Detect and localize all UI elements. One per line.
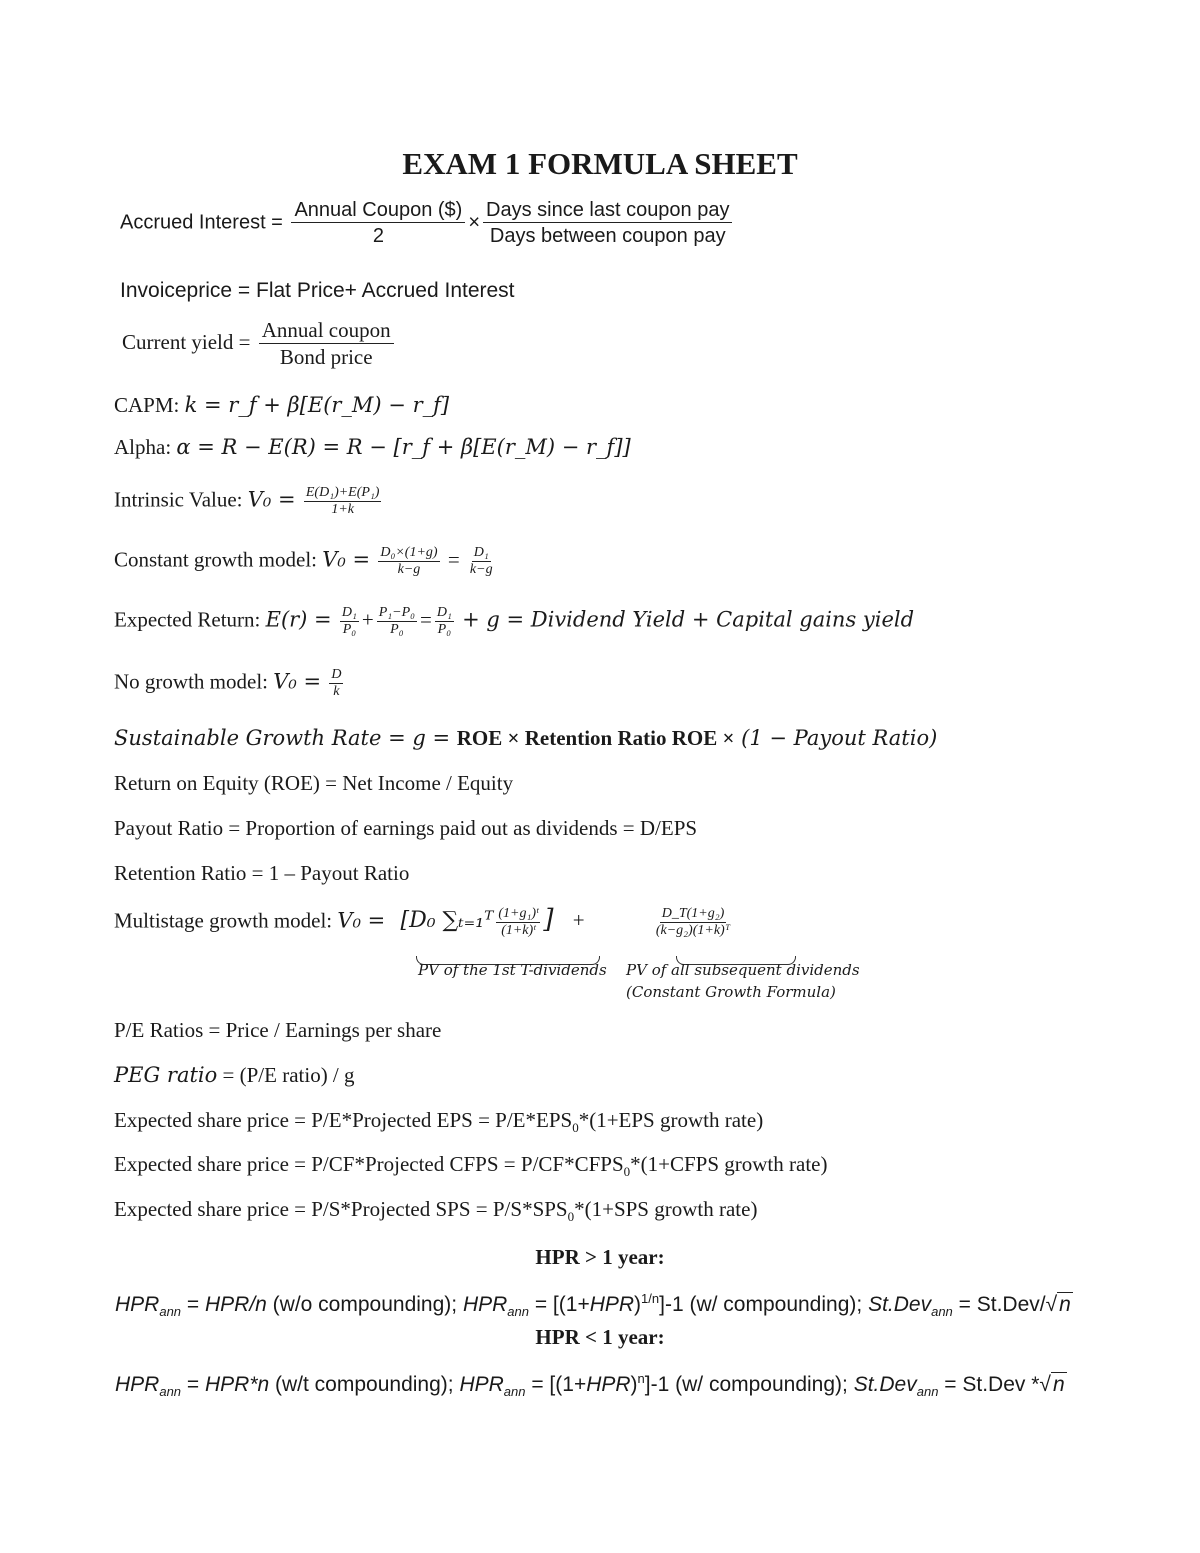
alpha-expression: α = R − E(R) = R − [r_f + β[E(r_M) − r_f]]: [176, 435, 631, 459]
share2-sub: 0: [623, 1164, 631, 1180]
ms-close: ]: [543, 904, 554, 935]
page-title: EXAM 1 FORMULA SHEET: [402, 146, 798, 181]
retention-formula: Retention Ratio = 1 – Payout Ratio: [114, 861, 410, 885]
no-growth-num: D: [331, 667, 342, 682]
er-tail: + g = Dividend Yield + Capital gains yield: [462, 607, 915, 632]
hpr-gt-a2: =: [181, 1293, 205, 1316]
payout-formula: Payout Ratio = Proportion of earnings paid out as dividends = D/EPS: [114, 816, 698, 840]
current-yield-formula: [122, 320, 397, 368]
sgr-part3: ROE × Retention Ratio ROE ×: [456, 726, 735, 750]
constant-growth-formula: [114, 545, 498, 578]
alpha-formula: [114, 437, 631, 458]
ms-label: Multistage growth model:: [114, 908, 333, 933]
er-plus: +: [361, 607, 374, 632]
capm-formula: [114, 395, 449, 416]
hpr-lt-c1: St.Dev: [853, 1373, 917, 1396]
constant-growth-label: Constant growth model:: [114, 547, 317, 572]
capm-expression: k = r_f + β[E(r_M) − r_f]: [184, 393, 450, 417]
accrued-interest-formula: [120, 200, 735, 246]
constant-growth-lhs: V₀ =: [322, 547, 371, 572]
current-yield-den: Bond price: [279, 345, 373, 369]
current-yield-lhs: Current yield =: [122, 329, 251, 354]
share2-post: *(1+CFPS growth rate): [630, 1152, 828, 1176]
hpr-lt-b1: HPR: [459, 1373, 504, 1396]
invoice-price-formula: Invoiceprice = Flat Price+ Accrued Interest: [120, 279, 515, 302]
share1-pre: Expected share price = P/E*Projected EPS = P/E*EPS: [114, 1108, 573, 1132]
hpr-lt-c2: = St.Dev *√: [938, 1373, 1051, 1396]
pv-subsequent-note: (Constant Growth Formula): [626, 983, 836, 1001]
peg-italic: PEG ratio: [114, 1063, 218, 1087]
share-price-sps: [114, 1199, 757, 1223]
no-growth-den: k: [333, 684, 340, 699]
hpr-lt-b3: HPR: [586, 1373, 631, 1396]
hpr-gt-formula: [115, 1291, 1073, 1319]
hpr-gt-a3: HPR/n: [204, 1293, 267, 1316]
pe-formula: P/E Ratios = Price / Earnings per share: [114, 1018, 442, 1042]
ms-plus: +: [572, 908, 585, 933]
ms-sum: [D₀ ∑ₜ₌₁ᵀ: [400, 908, 494, 934]
er-lhs: E(r) =: [265, 607, 332, 632]
hpr-gt-b1: HPR: [462, 1293, 508, 1316]
share2-pre: Expected share price = P/CF*Projected CFPS = P/CF*CFPS: [114, 1152, 624, 1176]
current-yield-num: Annual coupon: [259, 320, 394, 344]
share-price-eps: [114, 1110, 763, 1134]
hpr-gt-b3: HPR: [589, 1293, 635, 1316]
intrinsic-den: 1+k: [331, 502, 355, 517]
accrued-lhs: Accrued Interest =: [120, 211, 283, 234]
hpr-gt-c1s: ann: [931, 1304, 953, 1320]
cg-den2: k−g: [469, 562, 493, 577]
hpr-lt-a1: HPR: [115, 1373, 160, 1396]
hpr-gt-c1: St.Dev: [868, 1293, 932, 1316]
hpr-gt-c3: n: [1059, 1293, 1071, 1316]
no-growth-lhs: V₀ =: [273, 669, 322, 694]
cg-num1: D₀×(1+g): [380, 545, 438, 560]
intrinsic-label: Intrinsic Value:: [114, 487, 243, 512]
multistage-formula: [114, 906, 735, 939]
intrinsic-num: E(D₁)+E(P₁): [305, 485, 380, 500]
hpr-gt-a4: (w/o compounding);: [266, 1293, 463, 1316]
hpr-gt-b1s: ann: [507, 1304, 529, 1320]
cg-num2: D₁: [473, 545, 489, 560]
sgr-part4: (1 − Payout Ratio): [734, 726, 938, 750]
times-sign: ×: [468, 211, 481, 234]
sustainable-growth-formula: [114, 728, 937, 749]
er-d1: P₀: [342, 622, 357, 637]
er-eq: =: [420, 607, 432, 632]
hpr-gt-c2: = St.Dev/√: [952, 1293, 1058, 1316]
roe-formula: Return on Equity (ROE) = Net Income / Equity: [114, 771, 514, 795]
no-growth-label: No growth model:: [114, 669, 268, 694]
share1-sub: 0: [572, 1120, 579, 1136]
intrinsic-value-formula: [114, 485, 384, 518]
hpr-lt-a1s: ann: [159, 1384, 182, 1400]
accrued-den2: Days between coupon pay: [489, 225, 726, 247]
sgr-part2: = g =: [381, 726, 457, 750]
share3-pre: Expected share price = P/S*Projected SPS = P/S*SPS: [114, 1197, 568, 1221]
er-n1: D₁: [341, 605, 357, 620]
hpr-gt-b4s: 1/n: [641, 1291, 660, 1306]
capm-label: CAPM:: [114, 393, 180, 417]
hpr-lt-b4s: n: [637, 1371, 645, 1386]
hpr-gt-b2: = [(1+: [529, 1293, 590, 1316]
hpr-gt-a1s: ann: [159, 1304, 182, 1320]
intrinsic-lhs: V₀ =: [247, 487, 296, 512]
hpr-lt-c1s: ann: [916, 1384, 939, 1400]
cg-den1: k−g: [397, 562, 421, 577]
pv-first-label: PV of the 1st T-dividends: [418, 961, 607, 979]
hpr-lt-heading: HPR < 1 year:: [535, 1325, 665, 1349]
peg-rest: = (P/E ratio) / g: [217, 1063, 355, 1087]
hpr-gt-b4: ): [634, 1293, 642, 1316]
accrued-den1: 2: [372, 225, 384, 247]
ms-sden: (1+k)ᵗ: [501, 923, 536, 938]
hpr-lt-b5: ]-1 (w/ compounding);: [644, 1373, 854, 1396]
alpha-label: Alpha:: [114, 435, 172, 459]
er-d3: P₀: [437, 622, 452, 637]
expected-return-formula: [114, 605, 914, 638]
share-price-cfps: [114, 1154, 827, 1178]
pv-subsequent-label: PV of all subsequent dividends: [626, 961, 860, 979]
hpr-lt-a4: (w/t compounding);: [269, 1373, 460, 1396]
share3-sub: 0: [567, 1209, 575, 1225]
ms-tden: (k−g₂)(1+k)ᵀ: [655, 923, 731, 938]
peg-formula: [114, 1065, 355, 1086]
cg-eq: =: [447, 547, 460, 572]
hpr-lt-formula: [115, 1371, 1067, 1399]
accrued-num2: Days since last coupon pay: [483, 200, 732, 223]
hpr-gt-heading: HPR > 1 year:: [535, 1245, 665, 1269]
er-n3: D₁: [436, 605, 452, 620]
no-growth-formula: [114, 667, 346, 700]
hpr-lt-b4: ): [630, 1373, 638, 1396]
hpr-lt-b1s: ann: [503, 1384, 526, 1400]
ms-lhs: V₀ =: [337, 908, 386, 933]
er-n2: P₁−P₀: [378, 605, 416, 620]
hpr-gt-b5: ]-1 (w/ compounding);: [659, 1293, 869, 1316]
hpr-lt-c3: n: [1052, 1373, 1065, 1396]
er-d2: P₀: [390, 622, 404, 637]
share1-post: *(1+EPS growth rate): [578, 1108, 764, 1132]
sgr-part1: Sustainable Growth Rate: [114, 726, 382, 750]
ms-tnum: D_T(1+g₂): [661, 906, 725, 921]
ms-snum: (1+g₁)ᵗ: [498, 906, 539, 921]
er-label: Expected Return:: [114, 607, 261, 632]
share3-post: *(1+SPS growth rate): [574, 1197, 758, 1221]
hpr-gt-a1: HPR: [115, 1293, 160, 1316]
hpr-lt-a3: HPR*n: [204, 1373, 270, 1396]
accrued-num1: Annual Coupon ($): [291, 200, 465, 223]
hpr-lt-b2: = [(1+: [525, 1373, 587, 1396]
hpr-lt-a2: =: [181, 1373, 205, 1396]
